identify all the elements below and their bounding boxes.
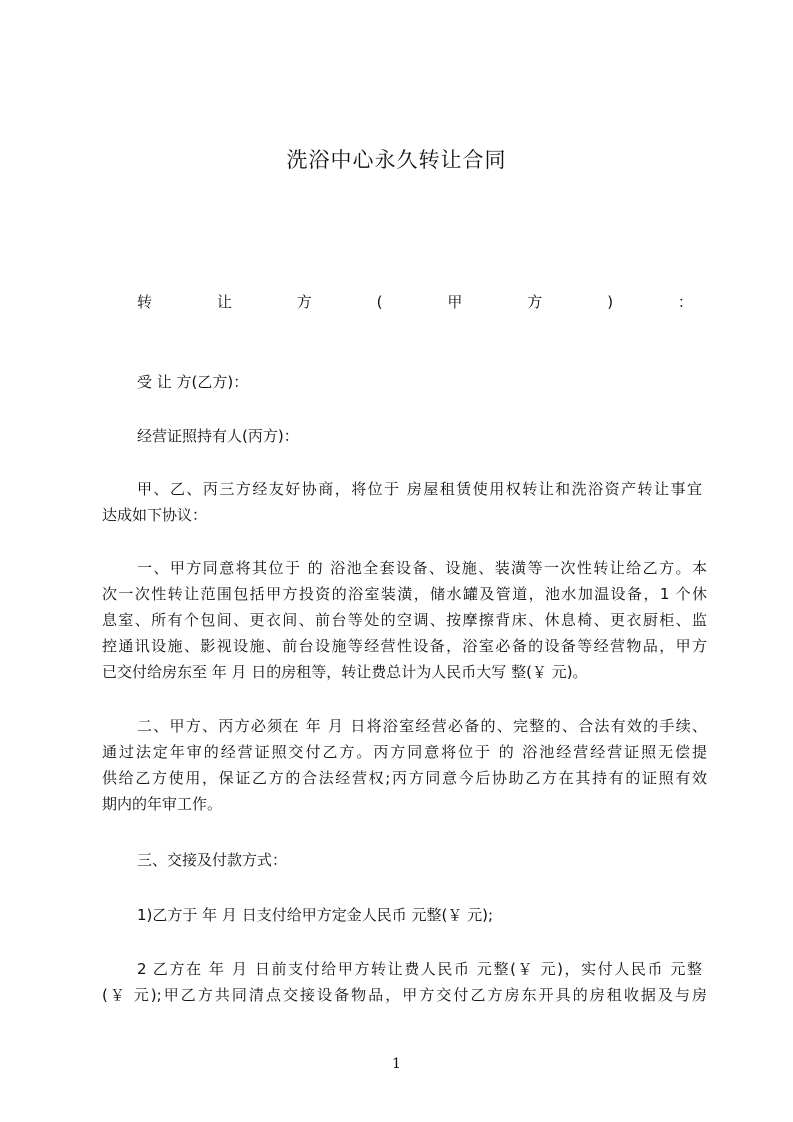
clause-2-line: 期内的年审工作。 [102,795,223,813]
transferor-label-char: ( [376,293,383,311]
transferor-label-char: 方 [296,293,312,311]
intro-line: 达成如下协议： [102,506,208,524]
transferor-label-char: ： [677,293,693,311]
intro-line: 甲、乙、丙三方经友好协商，将位于 房屋租赁使用权转让和洗浴资产转让事宜 [137,480,702,498]
transferor-label-char: 甲 [447,293,463,311]
document-title: 洗浴中心永久转让合同 [286,148,507,172]
page-number: 1 [392,1056,401,1072]
clause-2-line: 通过法定年审的经营证照交付乙方。丙方同意将位于 的 浴池经营经营证照无偿提 [102,743,707,761]
clause-1-line: 息室、所有个包间、更衣间、前台等处的空调、按摩擦背床、休息椅、更衣厨柜、监 [102,611,707,629]
transferor-label [137,291,693,313]
clause-3-item-2-line: (￥ 元);甲乙方共同清点交接设备物品，甲方交付乙方房东开具的房租收据及与房 [102,986,707,1004]
clause-1-line: 次一次性转让范围包括甲方投资的浴室装潢，储水罐及管道，池水加温设备，1 个休 [102,585,707,603]
clause-1-line: 已交付给房东至 年 月 日的房租等，转让费总计为人民币大写 整(￥ 元)。 [102,663,588,681]
transferor-label-char: ) [607,293,614,311]
clause-3-item-2-line: 2 乙方在 年 月 日前支付给甲方转让费人民币 元整(￥ 元)，实付人民币 元整 [137,960,702,978]
clause-2-line: 供给乙方使用，保证乙方的合法经营权;丙方同意今后协助乙方在其持有的证照有效 [102,769,707,787]
clause-3-item-1: 1)乙方于 年 月 日支付给甲方定金人民币 元整(￥ 元); [137,906,493,924]
transferor-label-char: 让 [216,293,232,311]
transferor-label-char: 转 [137,293,153,311]
clause-1-line: 一、甲方同意将其位于 的 浴池全套设备、设施、装潢等一次性转让给乙方。本 [137,559,707,577]
transferor-label-char: 方 [527,293,543,311]
clause-3-heading: 三、交接及付款方式： [137,851,288,869]
transferee-label: 受 让 方(乙方)： [137,373,249,391]
clause-1-line: 控通讯设施、影视设施、前台设施等经营性设备，浴室必备的设备等经营物品，甲方 [102,637,707,655]
clause-2-line: 二、甲方、丙方必须在 年 月 日将浴室经营必备的、完整的、合法有效的手续、 [137,717,707,735]
license-holder-label: 经营证照持有人(丙方)： [137,427,299,445]
